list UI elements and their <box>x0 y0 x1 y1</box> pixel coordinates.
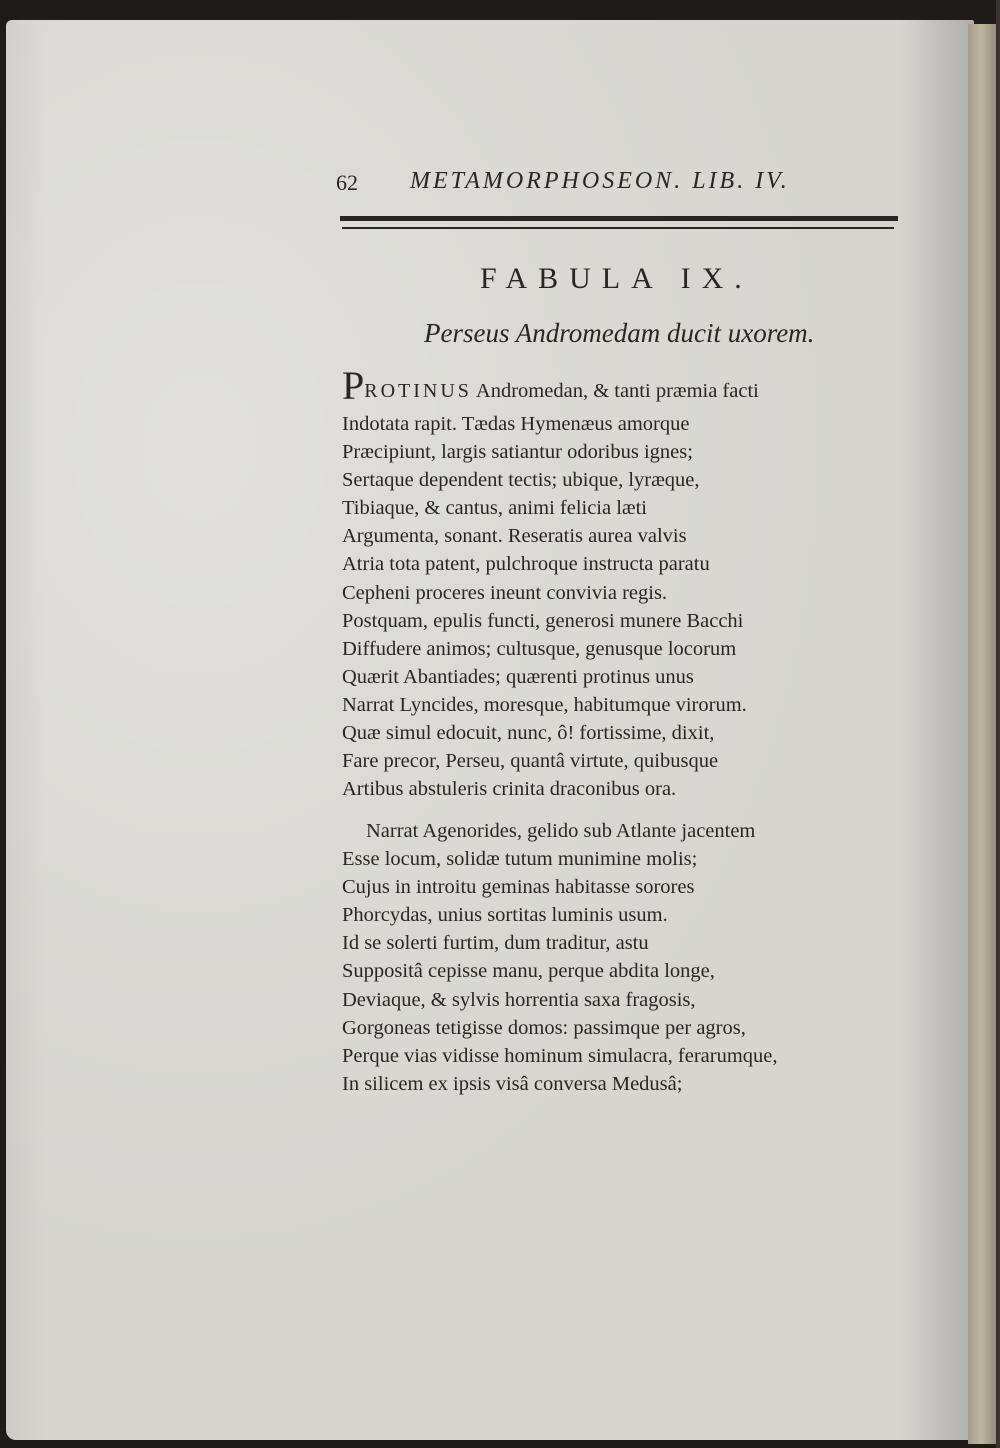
verse-line-first <box>342 363 842 410</box>
verse-line: Narrat Agenorides, gelido sub Atlante jacentem <box>366 820 756 842</box>
verse-line: Cepheni proceres ineunt convivia regis. <box>342 581 668 604</box>
verse-line: Perque vias vidisse hominum simulacra, ferarumque, <box>342 1044 778 1067</box>
verse-line: Postquam, epulis functi, generosi munere Bacchi <box>342 609 744 632</box>
book-binding <box>996 0 1000 1448</box>
verse-line: Cujus in introitu geminas habitasse sorores <box>342 876 695 899</box>
verse-line: Quærit Abantiades; quærenti protinus unus <box>342 665 694 688</box>
verse-line: Narrat Lyncides, moresque, habitumque virorum. <box>342 693 747 716</box>
small-caps-word: ROTINUS <box>364 380 472 402</box>
verse-line: Sertaque dependent tectis; ubique, lyræque, <box>342 469 700 492</box>
verse-line: Id se solerti furtim, dum traditur, astu <box>342 932 649 955</box>
verse-line: In silicem ex ipsis visâ conversa Medusâ; <box>342 1072 683 1095</box>
verse-line: Argumenta, sonant. Reseratis aurea valvis <box>342 525 687 548</box>
stanza-1 <box>342 363 842 803</box>
first-line-text: Andromedan, & tanti præmia facti <box>471 380 759 402</box>
verse-line: Suppositâ cepisse manu, perque abdita longe, <box>342 960 715 983</box>
fabula-subtitle: Perseus Andromedam ducit uxorem. <box>424 318 815 348</box>
verse-line: Quæ simul edocuit, nunc, ô! fortissime, dixit, <box>342 722 715 745</box>
verse-line: Indotata rapit. Tædas Hymenæus amorque <box>342 413 690 435</box>
verse-line: Deviaque, & sylvis horrentia saxa fragosis, <box>342 988 696 1011</box>
drop-cap: P <box>342 363 365 408</box>
stanza-2 <box>342 817 842 1098</box>
verse-line: Tibiaque, & cantus, animi felicia læti <box>342 497 647 520</box>
verse-line: Artibus abstuleris crinita draconibus ora. <box>342 778 677 801</box>
verse-line: Atria tota patent, pulchroque instructa paratu <box>342 553 710 576</box>
verse-line: Phorcydas, unius sortitas luminis usum. <box>342 904 668 927</box>
page-number: 62 <box>336 170 358 195</box>
header-rule-thin <box>342 227 894 229</box>
fabula-title: FABULA IX. <box>480 262 753 295</box>
verse-line: Gorgoneas tetigisse domos: passimque per agros, <box>342 1016 746 1039</box>
header-rule-thick <box>340 216 898 221</box>
verse-line: Fare precor, Perseu, quantâ virtute, quibusque <box>342 750 719 773</box>
verse-line: Diffudere animos; cultusque, genusque locorum <box>342 637 737 660</box>
verse-line: Esse locum, solidæ tutum munimine molis; <box>342 848 698 871</box>
verse-line: Præcipiunt, largis satiantur odoribus ignes; <box>342 441 693 464</box>
running-head: METAMORPHOSEON. LIB. IV. <box>410 168 790 194</box>
